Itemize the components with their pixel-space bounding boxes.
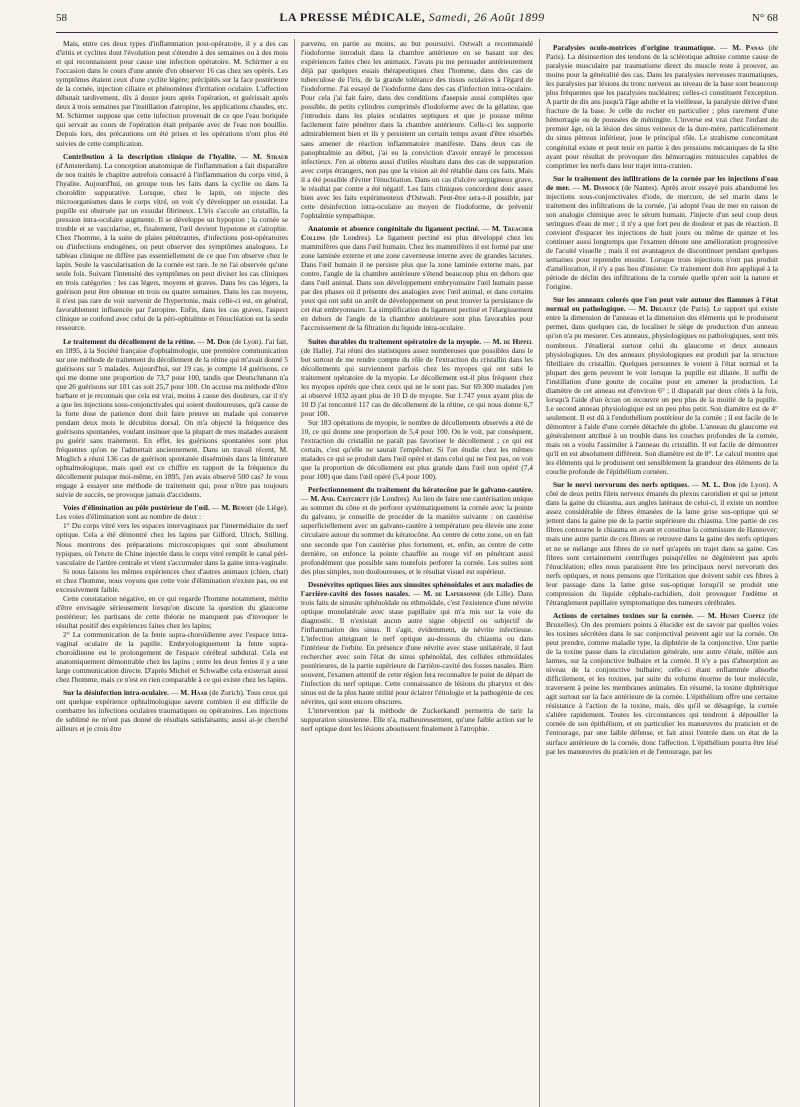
column-divider (294, 39, 295, 1107)
section-author: M. Henry Coppez (707, 610, 766, 620)
paragraph: Sur 183 opérations de myopie, le nombre de décollements observés a été de 10, ce qui donne une proportion de 5,4 pour 100. On le voit, par conséquent, l'extraction du cristallin ne paraît pas favoriser le décollement ; ce qui est certain, c'est qu'elle ne saurait l'empêcher. Si l'on étudie chez les mêmes malades ce qui se produit dans l'œil opéré et dans celui qui ne l'est pas, on voit que la proportion de décollement est plus grande dans l'œil non opéré (7,4 pour 100) que dans l'œil opéré (5,4 pour 100). (301, 417, 533, 482)
section-heading: Desnévrites optiques liées aux sinusites sphénoïdales et aux maladies de l'arrière-cavité des fosses nasales. (301, 579, 533, 598)
section-heading: Contribution à la description clinique de l'hyalite. (63, 151, 237, 161)
section: Anatomie et absence congénitale du ligament pectiné. — M. Treacher Collins (de Londres). Le ligament pectiné est plus développé chez les mammifères que dans l'œil humain. Chez les mammifères il est formé par une zone laminée externe et une zone caverneuse interne avec de grandes lacunes. Dans l'œil humain il ne persiste plus que la zone laminée externe mais, par contre, l'angle de la chambre antérieure s'étend beaucoup plus en dehors que dans l'œil animal. Dans son développement embryonnaire l'œil humain passe par des phases où il présente des analogies avec l'œil animal, et dans certains yeux qui ont subi un arrêt de développement on peut trouver la persistance de cet état embryonnaire. La simplification du ligament pectiné et l'élargissement en dehors de l'angle de la chambre antérieure sont plus favorables pour l'accroissement de la filtration du liquide intra-oculaire. (301, 223, 533, 333)
masthead-title (279, 10, 544, 25)
section-text: (de Liège). Les voies d'élimination sont au nombre de deux : (56, 503, 288, 522)
section-author: M. Dor (206, 336, 231, 346)
section: Sur le traitement des infiltrations de la cornée par les injections d'eau de mer. — M. Dianoux (de Nantes). Après avoir essayé puis abandonné les injections sous-conjonctivales d'iode, de mercure, de sel marin dans le traitement des infiltrations de la cornée, j'ai adopté l'eau de mer en raison de son analogie chimique avec le sérum humain. J'injecte d'un seul coup deux seringues d'eau de mer ; il n'y a que fort peu de douleur et pas de réaction. Il convient d'espacer les injections de huit jours ou même de quinze et les continuer aussi longtemps que l'examen dénote une amélioration progressive de l'acuité visuelle ; mais il est avantageux de discontinuer pendant quelques semaines pour reprendre ensuite. Lorsque trois injections n'ont pas produit d'amélioration, il n'y a pas lieu d'insister. Ce traitement doit être appliqué à la période de déclin des infiltrations de la cornée quelle qu'en soit la nature et l'origine. (546, 173, 778, 292)
section-text: (de Londres). Le ligament pectiné est plus développé chez les mammifères que dans l'œil humain. Chez les mammifères il est formé par une zone laminée externe et une zone caverneuse interne avec de grandes lacunes. Dans l'œil humain il ne persiste plus que la zone laminée externe mais, par contre, l'angle de la chambre antérieure s'étend beaucoup plus en dehors que dans l'œil animal. Dans son développement embryonnaire l'œil humain passe par des phases où il présente des analogies avec l'œil animal, et dans certains yeux qui ont subi un arrêt de développement on peut trouver la persistance de cet état embryonnaire. La simplification du ligament pectiné et l'élargissement en dehors de l'angle de la chambre antérieure sont plus favorables pour l'accroissement de la filtration du liquide intra-oculaire. (301, 232, 533, 333)
section-text: (de Bruxelles). On des premiers points à élucider est de savoir par quelles voies les toxines sécrétées dans le sac conjonctival peuvent agir sur la cornée. On peut prendre, comme maladie type, la diphtérie de la conjonctive. Une partie de la toxine passe dans la circulation générale, une autre s'étale, mêlée aux larmes, sur la conjonctive bulbaire et la cornée. Il n'y a pas d'absorption au niveau de la conjonctive bulbaire; celle-ci étant enflammée absorbe difficilement, et les toxines, par suite du volume énorme de leur molécule, traversent à peine les membranes animales. En résumé, la toxine diphtérique agit surtout sur la face antérieure de la cornée. L'épithélium offre une certaine résistance à l'action de la toxine, mais, dès qu'il se désagrège, la cornée s'altère rapidement. Toutes les circonstances qui tendront à dépouiller la cornée de son épithélium, et en particulier les manœuvres du praticien et de l'entourage, par une faible défense, et fait ainsi l'entrée dans un état de la surface antérieure de la cornée, donc l'affection. L'épithélium pourra être lésé par les manœuvres du praticien et de l'entourage, par les (546, 610, 778, 756)
section-text: (de Lyon). J'ai fait, en 1895, à la Société française d'ophtalmologie, une première communication sur une méthode de traitement du décollement de la rétine qui m'avait donné 5 guérisons sur 5 malades. Aujourd'hui, sur 19 cas, je compte 14 guérisons, ce qui me donne une proportion de 73,7 pour 100, tandis que Deutschmann n'a que 26 guérisons sur 101 cas soit 25,7 pour 100. On accuse ma méthode d'être barbare et je reconnais que cela est vrai, moins à cause des douleurs, car il n'y a que les injections sous-conjonctivales qui soient douloureuses, qu'à cause de la forte dose de patience dont doit faire preuve un malade qui conserve pendant deux mois le décubitus dorsal. On m'a objecté la fréquence des guérisons spontanées, voulant insinuer que la plupart de mes malades auraient pu guérir sans traitement. En effet, les guérisons spontanées sont plus fréquentes qu'on ne l'admettait anciennement. Dans un travail récent, M. Moglich a réuni 136 cas de guérison spontanée disséminés dans la littérature ophtalmologique, mais quel est ce chiffre en rapport de la fréquence du décollement puisque moi-même, en 1895, j'en avais observé 500 cas? Je vous engage à essayer une méthode de traitement qui, pour n'être pas toujours suivie de succès, ne provoque jamais d'accidents. (56, 336, 288, 500)
section-author: M. Straub (252, 151, 288, 161)
section: Suites durables du traitement opératoire de la myopie. — M. de Hippel (de Halle). J'ai réuni des statistiques assez nombreuses que possibles dans le but surtout de me rendre compte du rôle de l'extraction du cristallin dans les décollements qui surviennent parfois chez les myopes qui ont subi le traitement opératoire de la myopie. Le décollement est-il plus fréquent chez les myopes opérés que chez ceux qui ne le sont pas. Sur 69.300 malades j'en ai observé 1032 ayant plus de 10 D de myopie. Sur 1.747 yeux ayant plus de 10 D j'ai rencontré 117 cas de décollement de la rétine, ce qui nous donne 6,7 pour 100. (301, 336, 533, 418)
section: Le traitement du décollement de la rétine. — M. Dor (de Lyon). J'ai fait, en 1895, à la Société française d'ophtalmologie, une première communication sur une méthode de traitement du décollement de la rétine qui m'avait donné 5 guérisons sur 5 malades. Aujourd'hui, sur 19 cas, je compte 14 guérisons, ce qui me donne une proportion de 73,7 pour 100, tandis que Deutschmann n'a que 26 guérisons sur 101 cas soit 25,7 pour 100. On accuse ma méthode d'être barbare et je reconnais que cela est vrai, moins à cause des douleurs, car il n'y a que les injections sous-conjonctivales qui soient douloureuses, qu'à cause de la forte dose de patience dont doit faire preuve un malade qui conserve pendant deux mois le décubitus dorsal. On m'a objecté la fréquence des guérisons spontanées, voulant insinuer que la plupart de mes malades auraient pu guérir sans traitement. En effet, les guérisons spontanées sont plus fréquentes qu'on ne l'admettait anciennement. Dans un travail récent, M. Moglich a réuni 136 cas de guérison spontanée disséminés dans la littérature ophtalmologique, mais quel est ce chiffre en rapport de la fréquence du décollement puisque moi-même, en 1895, j'en avais observé 500 cas? Je vous engage à essayer une méthode de traitement qui, pour n'être pas toujours suivie de succès, ne provoque jamais d'accidents. (56, 336, 288, 500)
column-1 (56, 39, 288, 1107)
paragraph: parvenu, en partie au moins, au but poursuivi. Ostwalt a recommandé l'iodoforme introduit dans la chambre antérieure en se basant sur des expériences faites chez les animaux. J'avais pu me persuader antérieurement déjà par quelques essais thérapeutiques chez l'homme, dans des cas de tuberculose de l'iris, de la grande tolérance des tissus oculaires à l'égard de l'iodoforme. J'ai essayé de l'iodoforme dans des cas d'infection intra-oculaire. Pour cela j'ai fait faire, dans des conditions d'asepsie aussi complètes que possible, de petits cylindres comprimés d'iodoforme avec de la gélatine, que j'introduis dans les plaies oculaires septiques et que je pousse même facilement faire pénétrer dans la chambre antérieure. Celle-ci les supporte admirablement bien et ils y persistent un certain temps avant d'être résorbés sans amener de réaction inflammatoire manifeste. Dans deux cas de panophtalmie au début, j'ai eu la conviction d'avoir enrayé le processus infectieux. J'en ai obtenu aussi d'utiles résultats dans des cas de suppuration avec corps étrangers, non pas que la vision ait été rétablie dans ces faits. Mais il a été possible d'éviter l'énucléation. Dans un cas d'ulcère serpigineux grave, le résultat par contre a été négatif. Les faits cliniques concordent donc assez bien avec les faits expérimenteux d'Ostwalt. Peut-être sera-t-il possible, par cette désinfection intra-oculaire au moyen de l'iodoforme, de prévenir l'ophtalmie sympathique. (301, 39, 533, 220)
section: Sur la désinfection intra-oculaire. — M. Haab (de Zurich). Tous ceux qui ont quelque expérience ophtalmologique savent combien il est difficile de combattre les infections oculaires traumatiques ou opératoires. Les injections de sublimé ne m'ont pas donné de résultats satisfaisants; aussi ai-je cherché ailleurs et je crois être (56, 688, 288, 734)
section: Actions de certaines toxines sur la cornée. — M. Henry Coppez (de Bruxelles). On des premiers points à élucider est de savoir par quelles voies les toxines sécrétées dans le sac conjonctival peuvent agir sur la cornée. On peut prendre, comme maladie type, la diphtérie de la conjonctive. Une partie de la toxine passe dans la circulation générale, une autre s'étale, mêlée aux larmes, sur la conjonctive bulbaire et la cornée. Il n'y a pas d'absorption au niveau de la conjonctive bulbaire; celle-ci étant enflammée absorbe difficilement, et les toxines, par suite du volume énorme de leur molécule, traversent à peine les membranes animales. En résumé, la toxine diphtérique agit surtout sur la face antérieure de la cornée. L'épithélium offre une certaine résistance à l'action de la toxine, mais, dès qu'il se désagrège, la cornée s'altère rapidement. Toutes les circonstances qui tendront à dépouiller la cornée de son épithélium, et en particulier les manœuvres du praticien et de l'entourage, par une faible défense, et fait ainsi l'entrée dans un état de la surface antérieure de la cornée, donc l'affection. L'épithélium pourra être lésé par les manœuvres du praticien et de l'entourage, par les (546, 610, 778, 756)
section-author: M. Druault (638, 304, 677, 314)
section-text: (de Paris). La désinsertion des tendons de la sclérotique admise comme cause de paralysie musculaire par traumatisme direct du muscle reste à prouver, au moins pour la généralité des cas. Dans les paralysies nerveuses traumatiques, les paralysies par lésions du tronc nerveux au niveau de la base sont beaucoup plus fréquentes que les paralysies nucléaires; celles-ci constituent l'exception. A partir de dix ans jusqu'à l'âge adulte et la vieillesse, la paralysie dérive d'une fracture de la base. Je celle du rocher en particulier ; plus rarement d'une hémorragie ou de poussées de méningite. L'inverse est vrai chez l'enfant du premier âge, où la lésion des sinus veineux de la dure-mère, particulièrement du sinus pétreux inférieur, joue le principal rôle. Le strabisme concomitant congénital existe et peut tenir en partie à des pressions mécaniques de la tête ayant pour résultat de provoquer des hémorragies minuscules capables de comprimer les nerfs dans leur trajet intra-cranien. (546, 43, 778, 170)
section-author: M. Panas (732, 43, 764, 52)
paragraph: 1° Du corps vitré vers les espaces intervaginaux par l'intermédiaire du nerf optique. Cela a été démontré chez les lapins par Gifford, Ulrich, Stilling. Nous montrons des préparations microscopiques qui sont absolument typiques, où l'encre de Chine injectée dans le corps vitré remplit le canal péri-vasculaire de l'artère centrale et vient s'accumuler dans la gaine intra-vaginale. (56, 521, 288, 567)
section-author: M. Haab (180, 688, 208, 698)
section-text: (de Paris). Le rapport qui existe entre la dimension de l'anneau et la dimension des éléments qui le produisent permet, dans quelques cas, de localiser le siège de production d'un anneau qu'on n'a pu mesurer. Ces anneaux, physiologiques ou pathologiques, sont très nombreux. J'étudierai surtout celui du glaucome et deux anneaux physiologiques. Un des anneaux physiologiques est produit par la structure fibrillaire du cristallin. Quelques personnes le voient à l'état normal et la plupart des gens peuvent le voir lorsque la pupille est dilatée. Il suffit de l'instillation d'une goutte de cocaïne pour en amener la production. Le diamètre de cet anneau est d'environ 6° ; il disparaît par deux côtés à la fois, lorsqu'à l'aide d'un écran on recouvre un peu plus de la moitié de la pupille. Le second anneau physiologique est un peu plus petit. Son diamètre est de 4° seulement. Il est dû à l'endothélium postérieur de la cornée ; il est facile de le démontrer à l'aide d'une cornée détachée du globe. L'anneau du glaucome est généralement attribué à un trouble dans les couches profondes de la cornée, mais on a voulu l'assimiler à l'anneau du cristallin. Il est facile de démontrer qu'il en est absolument différent. Son diamètre est de 8°. Le calcul montre que les éléments qui le produisent ont sensiblement la grandeur des éléments de la couche profonde de l'épithélium cornéen. (546, 304, 778, 477)
issue-date: Samedi, 26 Août 1899 (428, 10, 545, 24)
section-heading: Le traitement du décollement de la rétine. (63, 336, 196, 346)
page-number: 58 (56, 12, 67, 24)
section-heading: Sur le traitement des infiltrations de la cornée par les injections d'eau de mer. (546, 173, 778, 192)
section: Perfectionnement du traitement du kératocône par le galvano-cautère. — M. And. Critchett (de Londres). Au lieu de faire une cautérisation unique au sommet du cône et de perforer systématiquement la cornée avec la pointe du galvano, je conseille de procéder de la manière suivante : on cautérise superficiellement avec un galvano-cautère à température peu élevée une zone circulaire autour du sommet du kératocône. Au centre de cette zone, on en fait une seconde que l'on cautérise plus fortement, et, enfin, au centre de cette dernière, on enfonce la pointe chauffée au rouge vif en pénétrant aussi profondément que possible sans toutefois perforer la cornée. Les suites sont des plus simples, non douloureuses, et le résultat visuel est supérieur. (301, 485, 533, 576)
section-heading: Sur la désinfection intra-oculaire. (63, 688, 169, 698)
section: Paralysies oculo-motrices d'origine traumatique. — M. Panas (de Paris). La désinsertion des tendons de la sclérotique admise comme cause de paralysie musculaire par traumatisme direct du muscle reste à prouver, au moins pour la généralité des cas. Dans les paralysies nerveuses traumatiques, les paralysies par lésions du tronc nerveux au niveau de la base sont beaucoup plus fréquentes que les paralysies nucléaires; celles-ci constituent l'exception. A partir de dix ans jusqu'à l'âge adulte et la vieillesse, la paralysie dérive d'une fracture de la base. Je celle du rocher en particulier ; plus rarement d'une hémorragie ou de poussées de méningite. L'inverse est vrai chez l'enfant du premier âge, où la lésion des sinus veineux de la dure-mère, particulièrement du sinus pétreux inférieur, joue le principal rôle. Le strabisme concomitant congénital existe et peut tenir en partie à des pressions mécaniques de la tête ayant pour résultat de provoquer des hémorragies minuscules capables de comprimer les nerfs dans leur trajet intra-cranien. (546, 43, 778, 170)
section-author: M. de Lapersonne (423, 588, 481, 598)
paragraph: Cette constatation négative, en ce qui regarde l'homme notamment, mérite d'être envisagée sérieusement lorsqu'on discute la question du glaucome postérieur; les partisans de cette théorie ne manquent pas d'invoquer le résultat positif des expériences faites chez les lapins; (56, 593, 288, 630)
section-heading: Sur le nervi nervorum des nerfs optiques. (553, 480, 690, 490)
section: Sur le nervi nervorum des nerfs optiques. — M. L. Dor (de Lyon). A côté de deux petits filets nerveux émanés du plexus carotidien et qui se jettent dans la gaine du chiasma, aux angles latéraux de celui-ci, il existe un nombre assez considérable de fibres émanées de la lame grise sus-optique qui se jettent dans la gaine pie de la partie supérieure du chiasma. Une partie de ces fibres contourne le chiasma en avant et constitue la commissure de Hannover; mais une autre partie de ces fibres se retrouve dans la gaine des nerfs optiques et ne se mélange aux fibres de ce nerf qu'après un trajet dans sa gaine. Ces fibres sont certainement centrifuges puisqu'elles ne dégénèrent pas après l'énucléation; elles nous paraissent être les principaux nervi nervorum des nerfs optiques, et nous pensons que l'irritation que doivent subir ces fibres à leur passage dans la lame grise sus-optique lorsqu'il se produit une compression du liquide céphalo-rachidien, doit provoquer l'œdème et l'étranglement papillaire symptomatique des tumeurs cérébrales. (546, 480, 778, 607)
column-2 (301, 39, 533, 1107)
section-text: (de Lyon). A côté de deux petits filets nerveux émanés du plexus carotidien et qui se jettent dans la gaine du chiasma, aux angles latéraux de celui-ci, il existe un nombre assez considérable de fibres émanées de la lame grise sus-optique qui se jettent dans la gaine pie de la partie supérieure du chiasma. Une partie de ces fibres contourne le chiasma en avant et constitue la commissure de Hannover; mais une autre partie de ces fibres se retrouve dans la gaine des nerfs optiques et ne se mélange aux fibres de ce nerf qu'après un trajet dans sa gaine. Ces fibres sont certainement centrifuges puisqu'elles ne dégénèrent pas après l'énucléation; elles nous paraissent être les principaux nervi nervorum des nerfs optiques, et nous pensons que l'irritation que doivent subir ces fibres à leur passage dans la lame grise sus-optique lorsqu'il se produit une compression du liquide céphalo-rachidien, doit provoquer l'œdème et l'étranglement papillaire symptomatique des tumeurs cérébrales. (546, 480, 778, 607)
section-text: (de Londres). Au lieu de faire une cautérisation unique au sommet du cône et de perforer systématiquement la cornée avec la pointe du galvano, je conseille de procéder de la manière suivante : on cautérise superficiellement avec un galvano-cautère à température peu élevée une zone circulaire autour du sommet du kératocône. Au centre de cette zone, on en fait une seconde que l'on cautérise plus fortement, et, enfin, au centre de cette dernière, on enfonce la pointe chauffée au rouge vif en pénétrant aussi profondément que possible sans toutefois perforer la cornée. Les suites sont des plus simples, non douloureuses, et le résultat visuel est supérieur. (301, 494, 533, 576)
newspaper-name: LA PRESSE MÉDICALE, (279, 10, 426, 24)
section-author: M. And. Critchett (310, 494, 369, 504)
section-text: (de Nantes). Après avoir essayé puis abandonné les injections sous-conjonctivales d'iode, de mercure, de sel marin dans le traitement des infiltrations de la cornée, j'ai adopté l'eau de mer en raison de son analogie chimique avec le sérum humain. J'injecte d'un seul coup deux seringues d'eau de mer ; il n'y a que fort peu de douleur et pas de réaction. Il convient d'espacer les injections de huit jours ou même de quinze et les continuer aussi longtemps que l'examen dénote une amélioration progressive de l'acuité visuelle ; mais il est avantageux de discontinuer pendant quelques semaines pour reprendre ensuite. Lorsque trois injections n'ont pas produit d'amélioration, il n'y a pas lieu d'insister. Ce traitement doit être appliqué à la période de déclin des infiltrations de la cornée quelle qu'en soit la nature et l'origine. (546, 182, 778, 292)
section: Sur les anneaux colorés que l'on peut voir autour des flammes à l'état normal ou pathologique. — M. Druault (de Paris). Le rapport qui existe entre la dimension de l'anneau et la dimension des éléments qui le produisent permet, dans quelques cas, de localiser le siège de production d'un anneau qu'on n'a pu mesurer. Ces anneaux, physiologiques ou pathologiques, sont très nombreux. J'étudierai surtout celui du glaucome et deux anneaux physiologiques. Un des anneaux physiologiques est produit par la structure fibrillaire du cristallin. Quelques personnes le voient à l'état normal et la plupart des gens peuvent le voir lorsque la pupille est dilatée. Il suffit de l'instillation d'une goutte de cocaïne pour en amener la production. Le diamètre de cet anneau est d'environ 6° ; il disparaît par deux côtés à la fois, lorsqu'à l'aide d'un écran on recouvre un peu plus de la moitié de la pupille. Le second anneau physiologique est un peu plus petit. Son diamètre est de 4° seulement. Il est dû à l'endothélium postérieur de la cornée ; il est facile de le démontrer à l'aide d'une cornée détachée du globe. L'anneau du glaucome est généralement attribué à un trouble dans les couches profondes de la cornée, mais on a voulu l'assimiler à l'anneau du cristallin. Il est facile de démontrer qu'il en est absolument différent. Son diamètre est de 8°. Le calcul montre que les éléments qui le produisent ont sensiblement la grandeur des éléments de la couche profonde de l'épithélium cornéen. (546, 295, 778, 477)
section-heading: Paralysies oculo-motrices d'origine traumatique. (553, 43, 716, 52)
paragraph: Si nous faisons les mêmes expériences chez d'autres animaux (chien, chat) et chez l'homme, nous voyons que cette voie d'élimination n'existe pas, ou est excessivement faible. (56, 566, 288, 594)
section-author: M. Benoit (221, 503, 254, 513)
section-text: (de Halle). J'ai réuni des statistiques assez nombreuses que possibles dans le but surtout de me rendre compte du rôle de l'extraction du cristallin dans les décollements qui surviennent parfois chez les myopes qui ont subi le traitement opératoire de la myopie. Le décollement est-il plus fréquent chez les myopes opérés que chez ceux qui ne le sont pas. Sur 69.300 malades j'en ai observé 1032 ayant plus de 10 D de myopie. Sur 1.747 yeux ayant plus de 10 D j'ai rencontré 117 cas de décollement de la rétine, ce qui nous donne 6,7 pour 100. (301, 345, 533, 418)
section-heading: Suites durables du traitement opératoire de la myopie. (308, 336, 482, 346)
paragraph: Mais, entre ces deux types d'inflammation post-opératoire, il y a des cas d'iritis et cyclites dont l'évolution peut s'étendre à des semaines ou à des mois et qui reconnaissent pour cause une infection opératoire. M. Schirmer a eu l'occasion dans le cours d'une année d'en observer 16 cas chez ses opérés. Les symptômes étaient ceux d'une cyclite légère; précipités sur la face postérieure de la cornée, injection ciliaire et phénomènes d'irritation oculaire. L'affection débutait tardivement, dix à douze jours après l'opération, et guérissait après deux à trois semaines par l'instillation d'atropine, les applications chaudes, etc. M. Schirmer suppose que cette infection provenait de ce que l'eau boriquée qui servait au cours de l'opération était préparée avec de l'eau non bouillie. Depuis lors, des précautions ont été prises et les opérations n'ont plus été suivies de cette complication. (56, 39, 288, 148)
issue-number: N° 68 (751, 12, 778, 24)
section-heading: Actions de certaines toxines sur la cornée. (553, 610, 694, 620)
section-heading: Perfectionnement du traitement du kératocône par le galvano-cautère. (308, 485, 533, 495)
section-author: M. Treacher Collins (301, 223, 533, 242)
section-text: (d'Amsterdam). La conception anatomique de l'inflammation a fait disparaître de nos traités le chapitre autrefois consacré à l'inflammation du corps vitré, à l'hyalite. Aujourd'hui, on groupe tous les faits dans la cyclite ou dans la choroïdite suppurative. Lorsque, chez le lapin, on injecte des microorganismes dans le corps vitré, on voit s'y développer un exsudat. La pupille est obstruée par un exsudat fibrineux. L'iris s'accole au cristallin, la pression intra-oculaire augmente. Il se développe un hypopion ; la cornée se trouble et se vascularise, et, finalement, l'œil devient hypotone et s'atrophie. Chez l'homme, à la suite de plaies pénétrantes, d'infections post-opératoires ou d'infections endogènes, on peut observer des symptômes analogues. Le tableau clinique ne diffère pas essentiellement de ce que l'on observe chez le lapin. Seule la vascularisation de la cornée est rare. Je ne l'ai observée qu'une seule fois. Suivant l'intensité des symptômes on peut diviser les cas cliniques en trois catégories : les cas légers, moyens et graves. Dans les cas légers, la guérison peut être obtenue en trois ou quatre semaines. Dans les cas moyens, il n'est pas rare de voir survenir de l'hypertonie, mais celle-ci est, en général, favorablement influencée par l'atropine. Enfin, dans les cas graves, l'aspect clinique se confond avec celui de la péri-ophtalmie et l'énucléation est la seule ressource. (56, 160, 288, 333)
section-heading: Voies d'élimination au pôle postérieur de l'œil. (63, 503, 210, 513)
section: Desnévrites optiques liées aux sinusites sphénoïdales et aux maladies de l'arrière-cavité des fosses nasales. — M. de Lapersonne (de Lille). Dans trois faits de sinusite sphénoïdale ou ethmoïdale, c'est l'existence d'une névrite optique monolatérale avec stase papillaire qui m'a mis sur la voie du diagnostic. Il n'existait aucun autre signe objectif ou subjectif de l'inflammation des sinus. Il s'agit, évidemment, de névrite infectieuse. L'infection atteignant le nerf optique au-dessous du chiasma ou dans l'intérieur de l'orbite. En présence d'une névrite avec stase unilatérale, il faut rechercher avec soin l'état du sinus sphénoïdal, des cellules ethmoïdales postérieures, de la partie supérieure de l'arrière-cavité des fosses nasales. Bien souvent, l'examen attentif de cette région fera reconnaître le point de départ de l'infection du nerf optique. Cette connaissance de lésions du pharynx et des sinus est de la plus haute utilité pour éclairer l'étiologie et la pathogénie de ces névrites, qui sont encore obscures. (301, 579, 533, 707)
section-heading: Sur les anneaux colorés que l'on peut voir autour des flammes à l'état normal ou pathologique. (546, 295, 778, 314)
section: Voies d'élimination au pôle postérieur de l'œil. — M. Benoit (de Liège). Les voies d'élimination sont au nombre de deux : (56, 503, 288, 522)
section-heading: Anatomie et absence congénitale du ligament pectiné. (308, 223, 480, 233)
section-author: M. L. Dor (701, 480, 736, 490)
masthead (56, 10, 778, 33)
column-divider (539, 39, 540, 1107)
paragraph: 2° La communication de la fente supra-choroïdienne avec l'espace intra-vaginal oculaire de la papille. Embryologiquement la fente supra-choroïdienne est le prolongement de l'espace cérébral subdural. Cela est anatomiquement démontrable chez les lapins ; entre les deux fentes il y a une large communication directe. D'après Michel et Schwalbe cela existerait aussi chez l'homme, mais ce n'est en rien comparable à ce qui existe chez les lapins. (56, 630, 288, 685)
paragraph: L'intervention par la méthode de Zuckerkandl permettra de tarir la suppuration sinusienne. Elle n'a, malheureusement, qu'une faible action sur le nerf optique dont les lésions aboutissent finalement à l'atrophie. (301, 706, 533, 734)
section-text: (de Lille). Dans trois faits de sinusite sphénoïdale ou ethmoïdale, c'est l'existence d'une névrite optique monolatérale avec stase papillaire qui m'a mis sur la voie du diagnostic. Il n'existait aucun autre signe objectif ou subjectif de l'inflammation des sinus. Il s'agit, évidemment, de névrite infectieuse. L'infection atteignant le nerf optique au-dessous du chiasma ou dans l'intérieur de l'orbite. En présence d'une névrite avec stase unilatérale, il faut rechercher avec soin l'état du sinus sphénoïdal, des cellules ethmoïdales postérieures, de la partie supérieure de l'arrière-cavité des fosses nasales. Bien souvent, l'examen attentif de cette région fera reconnaître le point de départ de l'infection du nerf optique. Cette connaissance de lésions du pharynx et des sinus est de la plus haute utilité pour éclairer l'étiologie et la pathogénie de ces névrites, qui sont encore obscures. (301, 588, 533, 707)
column-3 (546, 39, 778, 1107)
article-columns (56, 39, 778, 1107)
section-text: (de Zurich). Tous ceux qui ont quelque expérience ophtalmologique savent combien il est difficile de combattre les infections oculaires traumatiques ou opératoires. Les injections de sublimé ne m'ont pas donné de résultats satisfaisants; aussi ai-je cherché ailleurs et je crois être (56, 688, 288, 734)
section-author: M. de Hippel (492, 336, 533, 346)
section: Contribution à la description clinique de l'hyalite. — M. Straub (d'Amsterdam). La conception anatomique de l'inflammation a fait disparaître de nos traités le chapitre autrefois consacré à l'inflammation du corps vitré, à l'hyalite. Aujourd'hui, on groupe tous les faits dans la cyclite ou dans la choroïdite suppurative. Lorsque, chez le lapin, on injecte des microorganismes dans le corps vitré, on voit s'y développer un exsudat. La pupille est obstruée par un exsudat fibrineux. L'iris s'accole au cristallin, la pression intra-oculaire augmente. Il se développe un hypopion ; la cornée se trouble et se vascularise, et, finalement, l'œil devient hypotone et s'atrophie. Chez l'homme, à la suite de plaies pénétrantes, d'infections post-opératoires ou d'infections endogènes, on peut observer des symptômes analogues. Le tableau clinique ne diffère pas essentiellement de ce que l'on observe chez le lapin. Seule la vascularisation de la cornée est rare. Je ne l'ai observée qu'une seule fois. Suivant l'intensité des symptômes on peut diviser les cas cliniques en trois catégories : les cas légers, moyens et graves. Dans les cas légers, la guérison peut être obtenue en trois ou quatre semaines. Dans les cas moyens, il n'est pas rare de voir survenir de l'hypertonie, mais celle-ci est, en général, favorablement influencée par l'atropine. Enfin, dans les cas graves, l'aspect clinique se confond avec celui de la péri-ophtalmie et l'énucléation est la seule ressource. (56, 151, 288, 333)
section-author: M. Dianoux (582, 182, 620, 192)
